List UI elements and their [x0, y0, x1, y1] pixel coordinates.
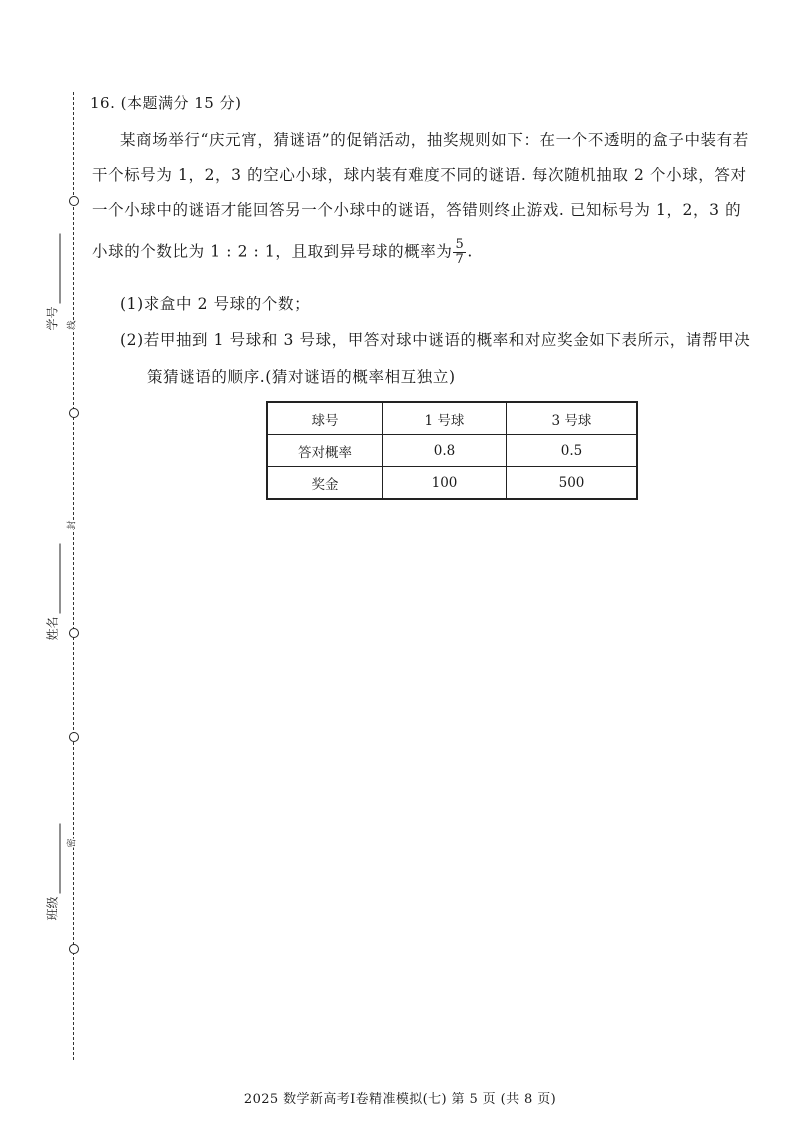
fraction-numerator: 5: [455, 237, 465, 252]
table-header-cell: 球号: [267, 402, 383, 435]
question-number-header: 16. (本题满分 15 分): [90, 94, 242, 112]
part-1-text: (1)求盒中 2 号球的个数；: [120, 295, 311, 313]
class-label: 班级: [45, 896, 60, 921]
question-body-line: 一个小球中的谜语才能回答另一个小球中的谜语，答错则终止游戏. 已知标号为 1，2，3 的: [92, 201, 742, 219]
name-field[interactable]: [44, 541, 61, 641]
student-id-field[interactable]: [44, 231, 61, 331]
prize-table: [266, 401, 638, 500]
seal-char-secret: 密: [67, 838, 78, 848]
table-row: [267, 467, 637, 500]
page-footer: 2025 数学新高考Ⅰ卷精准模拟(七) 第 5 页 (共 8 页): [243, 1092, 557, 1107]
seal-char-seal: 封: [67, 520, 78, 530]
question-body-line: 小球的个数比为 1 : 2 : 1，且取到异号球的概率为: [92, 242, 453, 261]
binding-hole: [69, 732, 79, 742]
name-label: 姓名: [45, 616, 60, 641]
seal-char-line: 线: [67, 320, 78, 330]
table-header-cell: 1 号球: [383, 402, 507, 435]
part-2-text-line2: 策猜谜语的顺序.(猜对谜语的概率相互独立): [147, 368, 456, 386]
binding-hole: [69, 944, 79, 954]
binding-dashed-line: [73, 92, 74, 1060]
fraction-tail: .: [467, 242, 473, 261]
table-cell: 奖金: [267, 467, 383, 500]
binding-hole: [69, 408, 79, 418]
name-blank[interactable]: [60, 543, 61, 613]
table-cell: 100: [383, 467, 507, 500]
question-body-line-with-fraction: [92, 238, 473, 267]
table-header-row: [267, 402, 637, 435]
binding-hole: [69, 196, 79, 206]
binding-hole: [69, 628, 79, 638]
table-row: [267, 435, 637, 467]
fraction-denominator: 7: [455, 252, 465, 267]
class-field[interactable]: [44, 821, 61, 921]
probability-fraction: [453, 238, 466, 267]
table-cell: 答对概率: [267, 435, 383, 467]
question-body-line: 干个标号为 1，2，3 的空心小球，球内装有难度不同的谜语. 每次随机抽取 2 个小球，答对: [92, 166, 747, 184]
table-cell: 0.5: [507, 435, 638, 467]
table-cell: 500: [507, 467, 638, 500]
table-cell: 0.8: [383, 435, 507, 467]
question-body-line: 某商场举行“庆元宵，猜谜语”的促销活动，抽奖规则如下：在一个不透明的盒子中装有若: [120, 131, 749, 149]
student-id-label: 学号: [45, 306, 60, 331]
part-2-text-line1: (2)若甲抽到 1 号球和 3 号球，甲答对球中谜语的概率和对应奖金如下表所示，请帮甲决: [120, 331, 751, 349]
class-blank[interactable]: [60, 823, 61, 893]
student-id-blank[interactable]: [60, 233, 61, 303]
table-header-cell: 3 号球: [507, 402, 638, 435]
